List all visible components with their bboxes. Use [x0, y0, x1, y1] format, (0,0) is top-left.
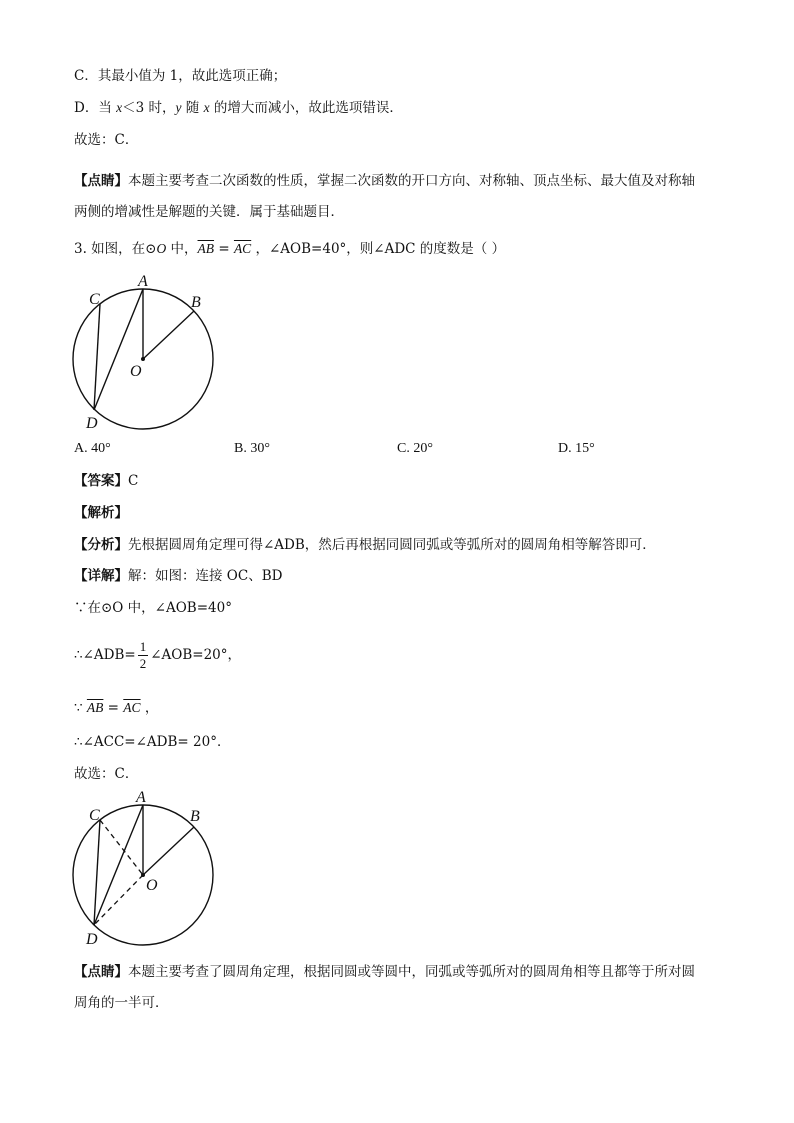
option-d-conclusion — [74, 98, 403, 118]
fraction-one-half — [138, 639, 149, 672]
text-fragment: 随 — [181, 100, 204, 116]
answer-options — [74, 441, 714, 461]
dashed-segment-oc — [100, 820, 143, 875]
variable-x: x — [116, 100, 123, 115]
comment-text: 本题主要考查了圆周角定理，根据同圆或等圆中，同弧或等弧所对的圆周角相等且都等于所对圆 — [128, 964, 695, 980]
segment-cd — [94, 820, 100, 925]
segment-ob — [143, 311, 194, 359]
label-d: D — [86, 931, 98, 948]
arc-ab: $\overline{AB}$ — [197, 241, 215, 256]
option-c: C. 20° — [397, 441, 433, 456]
label-c: C — [89, 291, 100, 308]
option-c-conclusion: C．其最小值为 1，故此选项正确； — [74, 68, 287, 84]
text-fragment: ∴∠ADB= — [74, 647, 136, 663]
label-c: C — [89, 807, 100, 824]
arc-ac: $\overline{AC}$ — [233, 241, 252, 256]
label-b: B — [191, 294, 201, 311]
segment-cd — [94, 304, 100, 410]
dashed-segment-od — [94, 875, 143, 925]
text-fragment: 的增大而减小，故此选项错误． — [209, 100, 403, 116]
option-a: A. 40° — [74, 441, 111, 456]
numerator: 1 — [139, 639, 147, 654]
equals-sign: = — [103, 700, 124, 716]
label-o: O — [146, 877, 158, 894]
detail-line — [74, 566, 282, 586]
figure-circle-1 — [60, 268, 230, 438]
label-d: D — [86, 415, 98, 432]
question-3 — [74, 239, 505, 259]
comment-paragraph-1-cont: 两侧的增减性是解题的关键．属于基础题目． — [74, 204, 344, 220]
detail-tag: 【详解】 — [74, 568, 128, 584]
label-a: A — [138, 273, 148, 290]
step-2 — [74, 638, 241, 672]
segment-ob — [143, 827, 194, 875]
answer-value: C — [128, 473, 139, 489]
comment-paragraph-2-cont: 周角的一半可． — [74, 995, 169, 1011]
detail-text: 解：如图：连接 OC、BD — [128, 568, 283, 584]
text-fragment: ∠AOB=20°， — [150, 647, 242, 663]
comment-paragraph-1 — [74, 171, 695, 191]
answer-line — [74, 471, 138, 491]
variable-x: x — [203, 100, 210, 115]
figure-circle-2 — [60, 786, 230, 956]
choose-line-2: 故选：C． — [74, 766, 139, 782]
label-a: A — [136, 789, 146, 806]
arc-ab: $\overline{AB}$ — [86, 700, 104, 715]
comment-tag: 【点睛】 — [74, 173, 128, 189]
text-fragment: ， — [140, 700, 159, 716]
analysis-heading: 【解析】 — [74, 505, 128, 521]
text-fragment: 3. 如图，在⊙ — [74, 241, 157, 257]
text-fragment: D．当 — [74, 100, 117, 116]
analysis-text: 先根据圆周角定理可得∠ADB，然后再根据同圆同弧或等弧所对的圆周角相等解答即可． — [128, 537, 656, 553]
comment-text: 本题主要考查二次函数的性质，掌握二次函数的开口方向、对称轴、顶点坐标、最大值及对称轴 — [128, 173, 695, 189]
option-d: D. 15° — [558, 441, 595, 456]
text-fragment: 中， — [166, 241, 198, 257]
choose-line-1: 故选：C． — [74, 132, 139, 148]
segment-ad — [94, 289, 143, 410]
analysis-tag: 【分析】 — [74, 537, 128, 553]
text-fragment: ＜3 时， — [122, 100, 176, 116]
step-4: ∴∠ACC=∠ADB= 20°． — [74, 734, 231, 750]
variable-y: y — [175, 100, 182, 115]
step-3 — [74, 698, 158, 718]
equals-sign: = — [214, 241, 234, 257]
text-fragment: ，∠AOB=40°，则∠ADC 的度数是（ ） — [251, 241, 506, 257]
analysis-summary — [74, 535, 656, 555]
arc-ac: $\overline{AC}$ — [123, 700, 141, 715]
center-point — [141, 357, 145, 361]
comment-paragraph-2 — [74, 962, 695, 982]
answer-tag: 【答案】 — [74, 473, 128, 489]
label-o: O — [130, 363, 142, 380]
text-fragment: ∵ — [74, 700, 87, 716]
denominator: 2 — [139, 656, 147, 671]
comment-tag: 【点睛】 — [74, 964, 128, 980]
variable-o: O — [156, 241, 167, 256]
center-point — [141, 873, 145, 877]
step-1: ∵在⊙O 中，∠AOB=40° — [74, 600, 232, 616]
option-b: B. 30° — [234, 441, 270, 456]
label-b: B — [190, 808, 200, 825]
